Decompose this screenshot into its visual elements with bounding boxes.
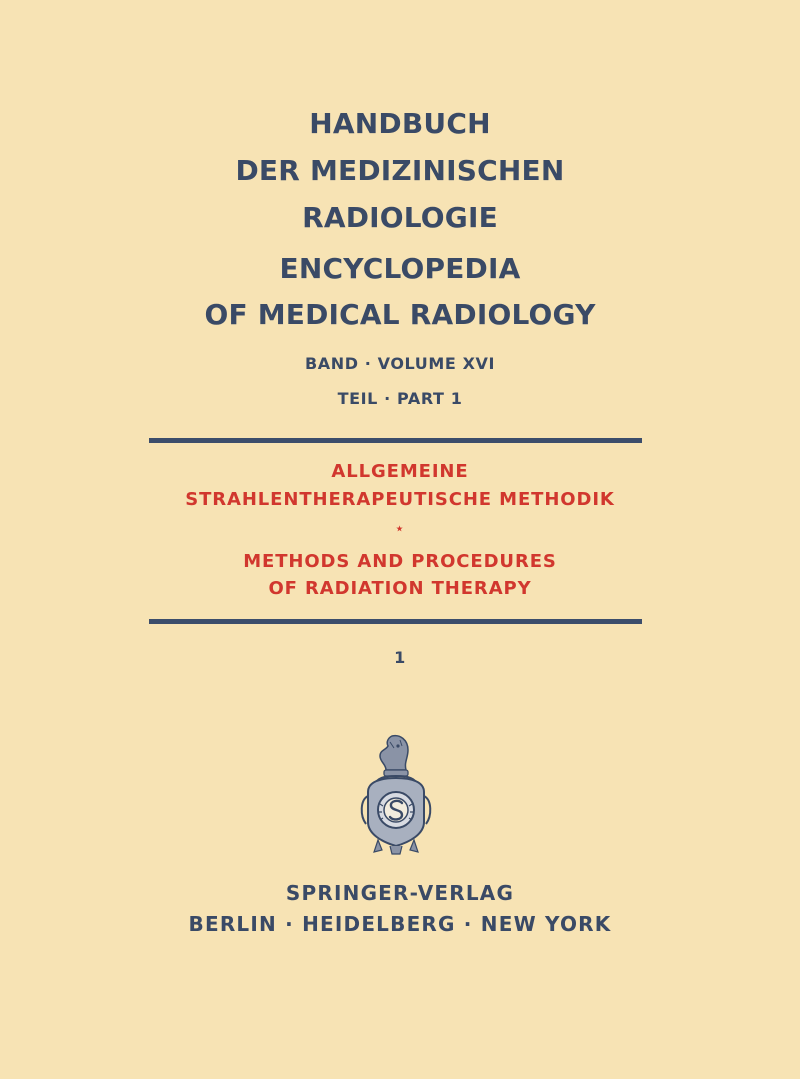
bottom-rule <box>149 619 642 624</box>
top-rule <box>149 438 642 443</box>
subtitle-of-radiation-therapy: OF RADIATION THERAPY <box>268 578 532 599</box>
title-line-radiologie: RADIOLOGIE <box>302 201 498 234</box>
subtitle-methods-and-procedures: METHODS AND PROCEDURES <box>243 551 557 572</box>
title-line-der-medizinischen: DER MEDIZINISCHEN <box>235 154 565 187</box>
title-line-handbuch: HANDBUCH <box>309 107 491 140</box>
part-label: TEIL · PART 1 <box>337 389 463 408</box>
publisher-name: SPRINGER-VERLAG <box>285 881 515 905</box>
volume-number: 1 <box>394 648 406 667</box>
subtitle-allgemeine: ALLGEMEINE <box>331 461 469 482</box>
title-line-encyclopedia: ENCYCLOPEDIA <box>279 252 521 285</box>
publisher-cities: BERLIN · HEIDELBERG · NEW YORK <box>188 912 612 936</box>
subtitle-strahlentherapeutische-methodik: STRAHLENTHERAPEUTISCHE METHODIK <box>185 489 615 510</box>
subtitle-star-separator: ⋆ <box>395 521 405 537</box>
springer-horse-logo-icon <box>356 734 436 858</box>
title-line-of-medical-radiology: OF MEDICAL RADIOLOGY <box>204 298 596 331</box>
volume-label: BAND · VOLUME XVI <box>304 354 496 373</box>
